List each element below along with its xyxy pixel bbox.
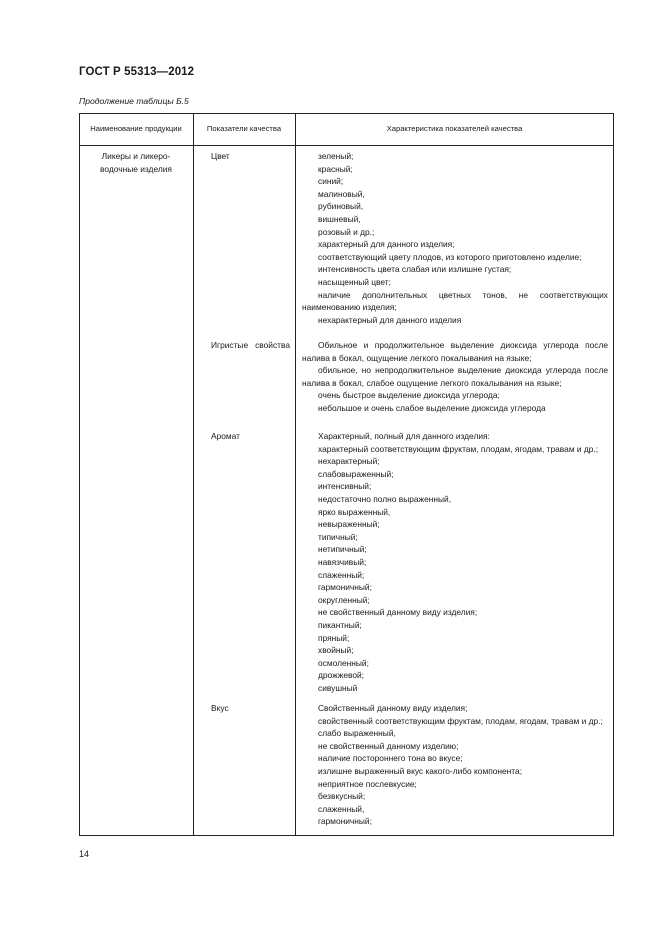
characteristic-line: неприятное послевкусие; xyxy=(318,778,417,789)
characteristic-line: нехарактерный для данного изделия xyxy=(318,314,462,325)
header-characteristics: Характеристика показателей качества xyxy=(386,123,523,133)
column-divider-2 xyxy=(295,113,296,836)
characteristic-line: обильное, но непродолжительное выделение диоксида углерода после налива в бокал, слабое ощущение легкого покалывания на языке; xyxy=(302,365,608,388)
characteristic-line: гармоничный; xyxy=(318,816,372,827)
characteristic-line: рубиновый, xyxy=(318,201,364,212)
characteristic-line: зеленый; xyxy=(318,151,354,161)
characteristic-line: дрожжевой; xyxy=(318,670,364,681)
characteristic-line: пряный; xyxy=(318,632,350,643)
characteristic-line: слаженный, xyxy=(318,803,365,814)
characteristic-line: Свойственный данному виду изделия; xyxy=(318,703,468,713)
characteristic-line: Характерный, полный для данного изделия: xyxy=(318,431,490,441)
characteristic-line: осмоленный; xyxy=(318,657,369,668)
sparkling-characteristics xyxy=(302,339,608,415)
characteristic-line: нетипичный; xyxy=(318,544,367,555)
column-divider-1 xyxy=(193,113,194,836)
characteristic-line: ярко выраженный, xyxy=(318,506,391,517)
characteristic-line: округленный; xyxy=(318,594,370,605)
characteristic-line: малиновый, xyxy=(318,188,365,199)
color-characteristics xyxy=(302,150,608,326)
characteristic-line: розовый и др.; xyxy=(318,226,375,237)
characteristic-line: нехарактерный; xyxy=(318,456,380,467)
characteristic-line: слабовыраженный; xyxy=(318,468,394,479)
header-product: Наименование продукции xyxy=(90,123,182,133)
characteristic-line: красный; xyxy=(318,163,353,174)
characteristic-line: не свойственный данному виду изделия; xyxy=(318,607,478,618)
characteristic-line: интенсивный; xyxy=(318,481,372,492)
characteristic-line: синий; xyxy=(318,176,344,187)
taste-characteristics xyxy=(302,702,608,828)
characteristic-line: слаженный; xyxy=(318,569,365,580)
indicator-aroma: Аромат xyxy=(211,431,240,441)
product-name: Ликеры и ликеро-водочные изделия xyxy=(100,151,172,174)
characteristic-line: излишне выраженный вкус какого-либо компонента; xyxy=(318,765,523,776)
characteristic-line: наличие постороннего тона во вкусе; xyxy=(318,753,463,764)
indicator-taste: Вкус xyxy=(211,703,229,713)
characteristic-line: хвойный; xyxy=(318,645,354,656)
header-indicators: Показатели качества xyxy=(206,123,282,133)
characteristic-line: пикантный; xyxy=(318,619,362,630)
characteristic-line: гармоничный; xyxy=(318,582,372,593)
characteristic-line: сивушный xyxy=(318,682,358,693)
characteristic-line: Обильное и продолжительное выделение диоксида углерода после налива в бокал, ощущение легкого покалывания на языке; xyxy=(302,340,608,363)
characteristic-line: небольшое и очень слабое выделение диоксида углерода xyxy=(318,402,546,413)
header-divider xyxy=(79,145,614,146)
characteristic-line: очень быстрое выделение диоксида углерода; xyxy=(318,390,500,401)
characteristic-line: невыраженный; xyxy=(318,519,380,530)
characteristic-line: соответствующий цвету плодов, из которого приготовлено изделие; xyxy=(318,251,582,262)
characteristic-line: свойственный соответствующим фруктам, плодам, ягодам, травам и др.; xyxy=(318,715,603,726)
document-title: ГОСТ Р 55313—2012 xyxy=(79,66,195,78)
table-caption: Продолжение таблицы Б.5 xyxy=(79,96,189,106)
characteristic-line: вишневый, xyxy=(318,213,361,224)
characteristic-line: интенсивность цвета слабая или излишне густая; xyxy=(318,264,512,275)
page-number: 14 xyxy=(79,849,90,859)
characteristic-line: недостаточно полно выраженный, xyxy=(318,493,452,504)
characteristic-line: наличие дополнительных цветных тонов, не соответствующих наименованию изделия; xyxy=(302,289,608,313)
characteristic-line: характерный соответствующим фруктам, плодам, ягодам, травам и др.; xyxy=(318,443,599,454)
indicator-sparkling: Игристые свойства xyxy=(211,340,290,350)
characteristic-line: безвкусный; xyxy=(318,791,366,802)
characteristic-line: типичный; xyxy=(318,531,358,542)
indicator-color: Цвет xyxy=(211,151,230,161)
characteristic-line: не свойственный данному изделию; xyxy=(318,740,459,751)
characteristic-line: слабо выраженный, xyxy=(318,728,396,739)
characteristic-line: навязчивый; xyxy=(318,556,367,567)
characteristic-line: характерный для данного изделия; xyxy=(318,239,455,250)
characteristic-line: насыщенный цвет; xyxy=(318,276,391,287)
aroma-characteristics xyxy=(302,430,608,694)
